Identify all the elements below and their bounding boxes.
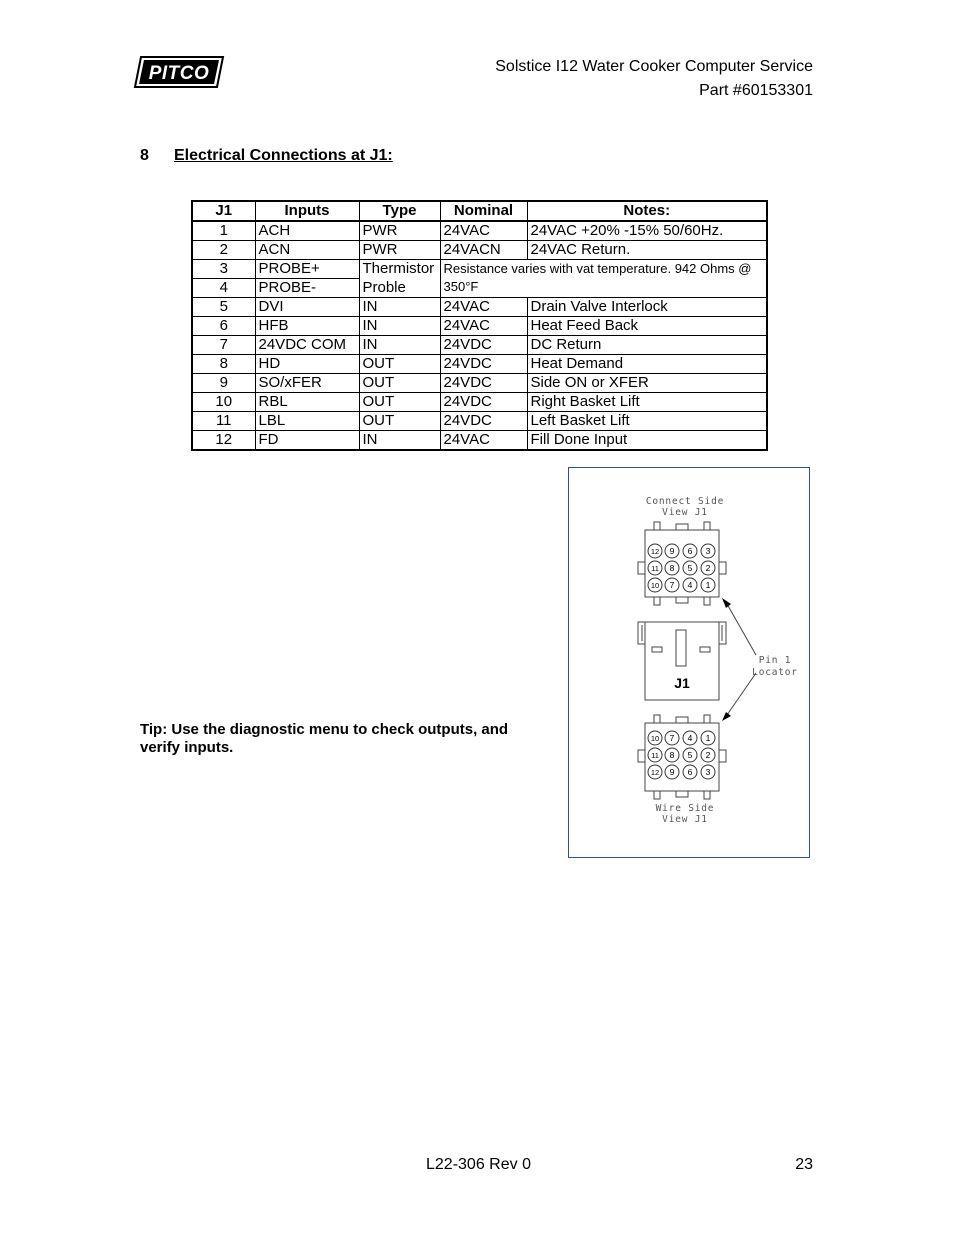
j1-connections-table [191,200,768,451]
pin-number: 11 [651,751,659,760]
cell-type: IN [359,431,440,451]
cell-input: ACH [255,221,359,241]
cell-notes: Fill Done Input [527,431,767,451]
cell-j1: 2 [192,241,255,260]
section-heading [140,147,393,165]
cell-type: IN [359,317,440,336]
header-type: Type [359,201,440,221]
cell-input: HFB [255,317,359,336]
cell-j1: 12 [192,431,255,451]
cell-nominal: 24VDC [440,393,527,412]
section-number: 8 [140,147,149,164]
cell-type: OUT [359,393,440,412]
table-row [192,393,767,412]
cell-j1: 5 [192,298,255,317]
footer-page-number: 23 [795,1156,813,1173]
header-notes: Notes: [527,201,767,221]
cell-j1: 10 [192,393,255,412]
cell-nominal: 24VDC [440,336,527,355]
cell-notes: 24VAC +20% -15% 50/60Hz. [527,221,767,241]
cell-j1: 7 [192,336,255,355]
pin-number: 9 [669,546,675,556]
pin-locator-arrow-upper [722,598,756,655]
cell-type: OUT [359,355,440,374]
cell-type: PWR [359,221,440,241]
cell-input: LBL [255,412,359,431]
pin-number: 7 [669,580,675,590]
pin-number: 1 [705,733,711,743]
table-row [192,431,767,451]
j1-label: J1 [674,675,690,691]
cell-type: Thermistor [359,260,440,279]
pin-number: 6 [687,767,693,777]
pin-number: 12 [650,547,660,556]
pin-number: 12 [650,768,660,777]
cell-j1: 1 [192,221,255,241]
pin-number: 3 [705,546,711,556]
pin-number: 7 [669,733,675,743]
pin-locator-arrow-lower [722,673,756,721]
cell-notes: Right Basket Lift [527,393,767,412]
pin-locator-label: Pin 1 [758,655,792,666]
cell-nominal: 24VAC [440,317,527,336]
cell-notes: Drain Valve Interlock [527,298,767,317]
wire-side-view-label: View J1 [662,814,708,825]
header-inputs: Inputs [255,201,359,221]
table-row [192,221,767,241]
connect-side-label: Connect Side [645,496,725,507]
table-row [192,260,767,279]
header-nominal: Nominal [440,201,527,221]
pin-number: 6 [687,546,693,556]
cell-notes: 24VAC Return. [527,241,767,260]
table-row [192,355,767,374]
table-row [192,336,767,355]
pin-number: 10 [650,581,660,590]
cell-j1: 3 [192,260,255,279]
cell-input: FD [255,431,359,451]
cell-notes: Heat Feed Back [527,317,767,336]
cell-type: Proble [359,279,440,298]
cell-nominal: 24VDC [440,355,527,374]
tip-text: Tip: Use the diagnostic menu to check outputs, and verify inputs. [140,721,509,756]
cell-input: PROBE+ [255,260,359,279]
cell-input: 24VDC COM [255,336,359,355]
j1-connector-diagram [568,467,810,858]
pin-number: 3 [705,767,711,777]
cell-j1: 9 [192,374,255,393]
cell-input: DVI [255,298,359,317]
part-number: Part #60153301 [699,82,813,99]
cell-nominal: 24VAC [440,221,527,241]
cell-nominal: 24VAC [440,431,527,451]
pin-number: 8 [669,563,675,573]
connect-side-view-label: View J1 [662,507,708,518]
pin-number: 1 [705,580,711,590]
table-row [192,374,767,393]
section-title: Electrical Connections at J1: [174,147,393,164]
pin-number: 9 [669,767,675,777]
pin-number: 4 [687,580,693,590]
pin-number: 2 [705,750,711,760]
document-title: Solstice I12 Water Cooker Computer Service [495,58,813,75]
pin-number: 5 [687,563,693,573]
pin-number: 10 [650,734,660,743]
cell-notes: Left Basket Lift [527,412,767,431]
cell-j1: 8 [192,355,255,374]
pitco-logo [133,55,225,89]
cell-input: HD [255,355,359,374]
cell-type: PWR [359,241,440,260]
cell-type: OUT [359,374,440,393]
pin-number: 5 [687,750,693,760]
cell-j1: 4 [192,279,255,298]
table-row [192,241,767,260]
cell-type: IN [359,336,440,355]
cell-probe-notes: Resistance varies with vat temperature. 942 Ohms @ 350°F [440,260,767,298]
cell-j1: 11 [192,412,255,431]
table-header-row [192,201,767,221]
cell-notes: Side ON or XFER [527,374,767,393]
cell-type: OUT [359,412,440,431]
cell-nominal: 24VAC [440,298,527,317]
wire-side-label: Wire Side [655,803,715,814]
cell-j1: 6 [192,317,255,336]
pin-number: 4 [687,733,693,743]
logo-text: PITCO [148,63,210,84]
cell-type: IN [359,298,440,317]
cell-notes: DC Return [527,336,767,355]
header-j1: J1 [192,201,255,221]
cell-nominal: 24VDC [440,374,527,393]
cell-nominal: 24VACN [440,241,527,260]
table-row [192,317,767,336]
cell-input: ACN [255,241,359,260]
table-row [192,412,767,431]
pin-locator-label-2: Locator [752,667,798,678]
pin-number: 2 [705,563,711,573]
table-row [192,298,767,317]
pin-number: 8 [669,750,675,760]
cell-notes: Heat Demand [527,355,767,374]
cell-input: PROBE- [255,279,359,298]
pin-number: 11 [651,564,659,573]
cell-nominal: 24VDC [440,412,527,431]
cell-input: RBL [255,393,359,412]
footer-document-id: L22-306 Rev 0 [426,1156,531,1173]
cell-input: SO/xFER [255,374,359,393]
